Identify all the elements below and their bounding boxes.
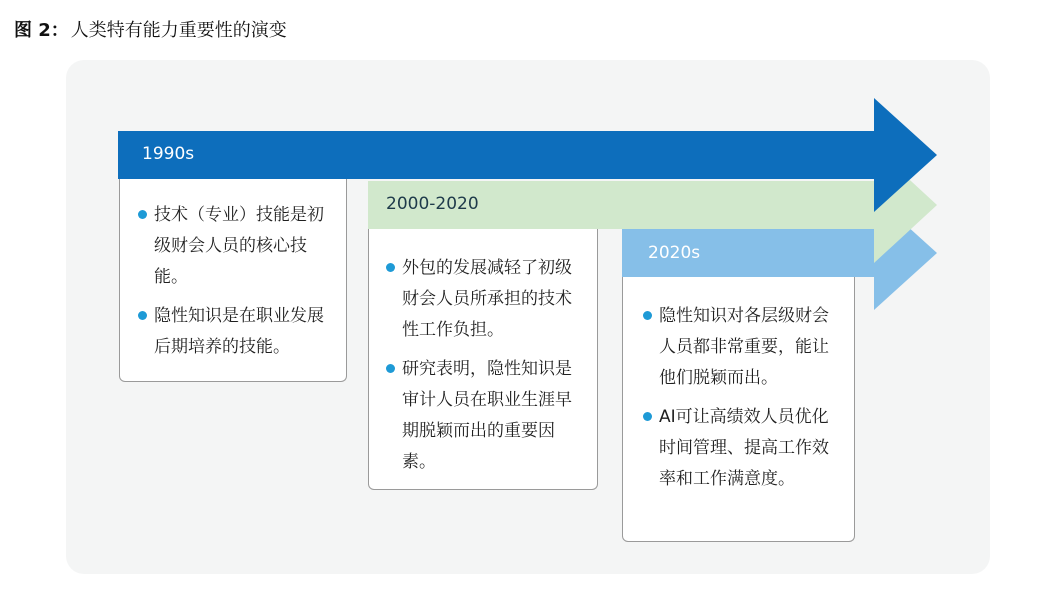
bullet-dot-icon	[386, 263, 395, 272]
era-label-2020s: 2020s	[648, 243, 701, 263]
bullet-text: 隐性知识是在职业发展后期培养的技能。	[154, 306, 324, 357]
era-bullets-2020s	[643, 301, 843, 503]
bullet-text: 研究表明，隐性知识是审计人员在职业生涯早期脱颖而出的重要因素。	[402, 359, 572, 472]
bullet-dot-icon	[138, 210, 147, 219]
era-label-2000-2020: 2000-2020	[386, 194, 479, 214]
bullet-text: 隐性知识对各层级财会人员都非常重要，能让他们脱颖而出。	[659, 306, 829, 388]
era-bullets-2000-2020	[386, 253, 582, 486]
bullet-text: 外包的发展减轻了初级财会人员所承担的技术性工作负担。	[402, 258, 572, 340]
figure-label: 图 2：	[14, 20, 69, 41]
bullet-text: 技术（专业）技能是初级财会人员的核心技能。	[154, 205, 324, 287]
bullet-item	[386, 253, 582, 346]
bullet-dot-icon	[643, 311, 652, 320]
era-label-1990s: 1990s	[142, 144, 195, 164]
bullet-item	[386, 354, 582, 478]
bullet-dot-icon	[386, 364, 395, 373]
bullet-item	[643, 301, 843, 394]
figure-title-text: 人类特有能力重要性的演变	[70, 20, 287, 41]
bullet-dot-icon	[643, 412, 652, 421]
bullet-item	[138, 200, 338, 293]
era-bullets-1990s	[138, 200, 338, 371]
bullet-text: AI可让高绩效人员优化时间管理、提高工作效率和工作满意度。	[659, 407, 829, 489]
bullet-item	[643, 402, 843, 495]
bullet-dot-icon	[138, 311, 147, 320]
bullet-item	[138, 301, 338, 363]
